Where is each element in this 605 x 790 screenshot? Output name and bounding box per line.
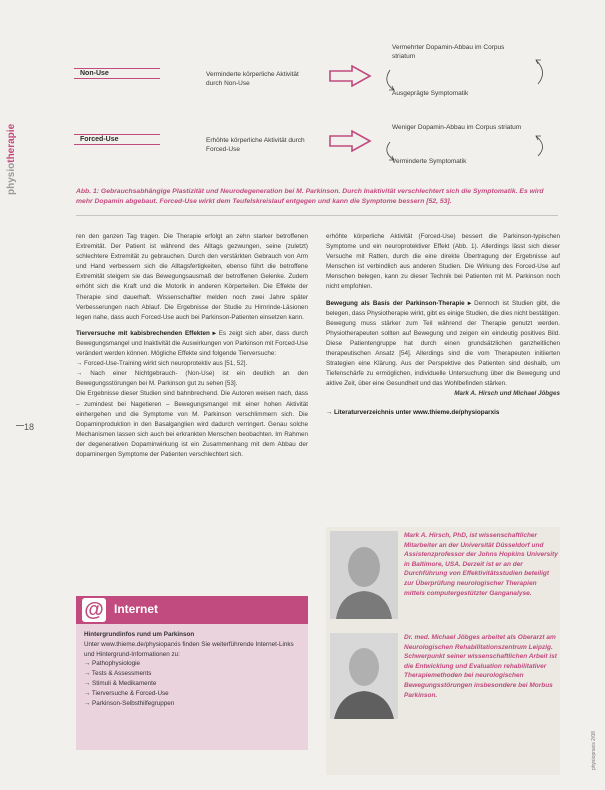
side-credit-text: physiopraxis 2/08 — [591, 731, 597, 770]
figure-diagram — [70, 34, 558, 182]
author-signature: Mark A. Hirsch und Michael Jöbges — [454, 390, 560, 398]
internet-list-item[interactable]: → Tests & Assessments — [84, 670, 152, 678]
bibliography-link[interactable]: → Literaturverzeichnis unter www.thieme.de/physioparxis — [326, 408, 500, 416]
internet-header — [76, 596, 308, 624]
cycle-bottom-non-use: Ausgeprägte Symptomatik — [392, 90, 469, 97]
internet-heading: Hintergrundinfos rund um Parkinson — [84, 631, 195, 638]
internet-list-item[interactable]: → Parkinson-Selbsthilfegruppen — [84, 699, 175, 707]
bullet-item: → Nach einer Nichtgebrauch- (Non-Use) ist ein deutlich an den Bewegungsstörungen bei M. Parkinson gut zu sehen [53]. — [76, 370, 308, 388]
author-bios — [326, 527, 560, 775]
internet-title: Internet — [114, 602, 159, 616]
brand-part1: physio — [6, 162, 17, 195]
internet-intro: Unter www.thieme.de/physioparxis finden Sie weiterführende Internet-Links und Hintergrund-Informationen zu: — [84, 640, 294, 658]
paragraph: Die Ergebnisse dieser Studien sind bahnbrechend. Die Autoren weisen nach, dass – zumindest bei Nagetieren – Bewegungsmangel mit einer hohen Aktivität einhergehen und die Symptome von M. Parkinson verschlimmern sich. Die Dopaminproduktion in den Basalganglien wird dadurch verringert. Genau solche Mechanismen lassen sich auch bei erkrankten Menschen beobachten. Im Rahmen der degenerativen Dopaminwirkung ist ein Zusammenhang mit dem Abbau der dopaminergen Symptome der Patienten verschlechtert sich. — [76, 390, 308, 458]
paragraph: erhöhte körperliche Aktivität (Forced-Use) bessert die Parkinson-typischen Symptome und ein neuroprotektiver Effekt (Abb. 1). Allerdings lässt sich dieser Versuche mit Ratten, durch die eine direkte Übertragung der Ergebnisse auf Menschen ist verbindlich aus anderen Studien. Die Wirkung des Forced-Use auf Menschen belegen, kann zu dieser Technik bei Patienten mit M. Parkinson noch nicht empfohlen. — [326, 233, 560, 291]
brand-vertical — [6, 55, 20, 195]
cycle-top-forced-use: Weniger Dopamin-Abbau im Corpus striatum — [392, 124, 522, 131]
internet-list-item[interactable]: → Stimuli & Medikamente — [84, 679, 157, 687]
figure-caption: Abb. 1: Gebrauchsabhängige Plastizität und Neurodegeneration bei M. Parkinson. Durch Inaktivität verschlechtert sich die Symptomatik. Es wird mehr Dopamin abgebaut. Forced-Use wirkt dem Teufelskreislauf entgegen und kann die Symptome bessern [52, 53]. — [76, 188, 544, 205]
author-bio: Dr. med. Michael Jöbges arbeitet als Oberarzt am Neurologischen Rehabilitationszentrum Leipzig. Schwerpunkt seiner wissenschaftlichen Arbeit ist die Entwicklung und Evaluation rehabilitativer Therapiemethoden bei neurologischen Bewegungsstörungen insbesondere bei Morbus Parkinson. — [404, 634, 557, 699]
paragraph: Dennoch ist Studien gibt, die belegen, dass Physiotherapie wirkt, gibt es einige Studien, die dies nicht bestätigen. Bewegung muss stärker zum Teil während der Therapie genutzt werden. Physiotherapeuten sollten auf Bewegung und zeigen ein eindeutig positives Bild. Diese Patientengruppe hat durch einen grundsätzlichen ganzheitlichen therapeutischen Ansatz [54]. Allerdings sind die vom Therapeuten initiierten Strategien eine Klärung. Aus der Perspektive des Patienten sind deshalb, um Tiefenschärfe zu ermöglichen, individuelle Untersuchung über die Bewegung und aktive Zeit, über eine Gesundheit und das Wohlbefinden stärken. — [326, 299, 560, 388]
internet-list-item[interactable]: → Tierversuche & Forced-Use — [84, 689, 169, 697]
right-column — [326, 232, 560, 418]
page-marker-tick — [16, 425, 24, 426]
label-forced-use: Forced-Use — [74, 134, 160, 145]
cycle-bottom-forced-use: Verminderte Symptomatik — [392, 158, 467, 165]
cycle-arrows-icon — [380, 52, 550, 96]
brand-part2: therapie — [6, 123, 17, 163]
section-heading: Bewegung als Basis der Parkinson-Therapie ▸ — [326, 299, 471, 307]
desc-forced-use: Erhöhte körperliche Aktivität durch Forced-Use — [206, 137, 305, 153]
divider — [76, 215, 558, 216]
bullet-item: → Forced-Use-Training wirkt sich neuroprotektiv aus [51, 52]. — [76, 360, 248, 368]
paragraph: ren den ganzen Tag tragen. Die Therapie erfolgt an zehn starker betroffenen Extremität. Der Patient ist während des Alltags gezwungen, seine (zuletzt) schlechtere Extremität zu gebrauchen. Durch den verstärkten Gebrauch von Arm und Hand verbessern sich die Alltagsfertigkeiten, ebenso führt die betroffene Extremität steigern sie das Bewegungsausmaß der betroffenen Gelenke. Zudem erhöht sich die Kraft und die Motorik in anderen Körperteilen. Die Effekte der Therapie sind dauerhaft. Wissenschaftler melden noch zwei Jahre später Verbesserungen nach Ablauf. Die Ergebnisse der Studie zu Hirnrinde-Läsionen legen nahe, dass auch Forced-Use auch bei Parkinson-Patienten einsetzen kann. — [76, 233, 308, 321]
cycle-top-non-use: Vermehrter Dopamin-Abbau im Corpus striatum — [392, 44, 505, 60]
desc-non-use: Verminderte körperliche Aktivität durch Non-Use — [206, 71, 299, 87]
author-photo — [330, 633, 398, 719]
arrow-right-icon — [328, 65, 372, 87]
label-non-use: Non-Use — [74, 68, 160, 79]
internet-body — [84, 630, 302, 708]
left-column — [76, 232, 308, 460]
arrow-right-icon — [328, 130, 372, 152]
cycle-arrows-icon — [380, 132, 550, 166]
internet-list-item[interactable]: → Pathophysiologie — [84, 660, 141, 668]
at-sign-icon: @ — [82, 598, 106, 622]
section-heading: Tierversuche mit kabisbrechenden Effekten ▸ — [76, 329, 216, 337]
paragraph: Es zeigt sich aber, dass durch Bewegungsmangel und Inaktivität die Auswirkungen von Parkinson mit Forced-Use verändert werden können. Mögliche Effekte sind folgende Tierversuche: — [76, 329, 309, 358]
side-credit — [591, 690, 599, 770]
author-photo — [330, 531, 398, 619]
internet-box — [76, 596, 308, 750]
page-number: 18 — [24, 422, 35, 432]
author-bio: Mark A. Hirsch, PhD, ist wissenschaftlicher Mitarbeiter an der Universität Düsseldorf und Assistenzprofessor der Johns Hopkins University in Baltimore, USA. Derzeit ist er an der Durchführung von Effektivitätsstudien beteiligt zur Überprüfung neurologischer Therapien mittels computergestützter Ganganalyse. — [404, 532, 558, 597]
